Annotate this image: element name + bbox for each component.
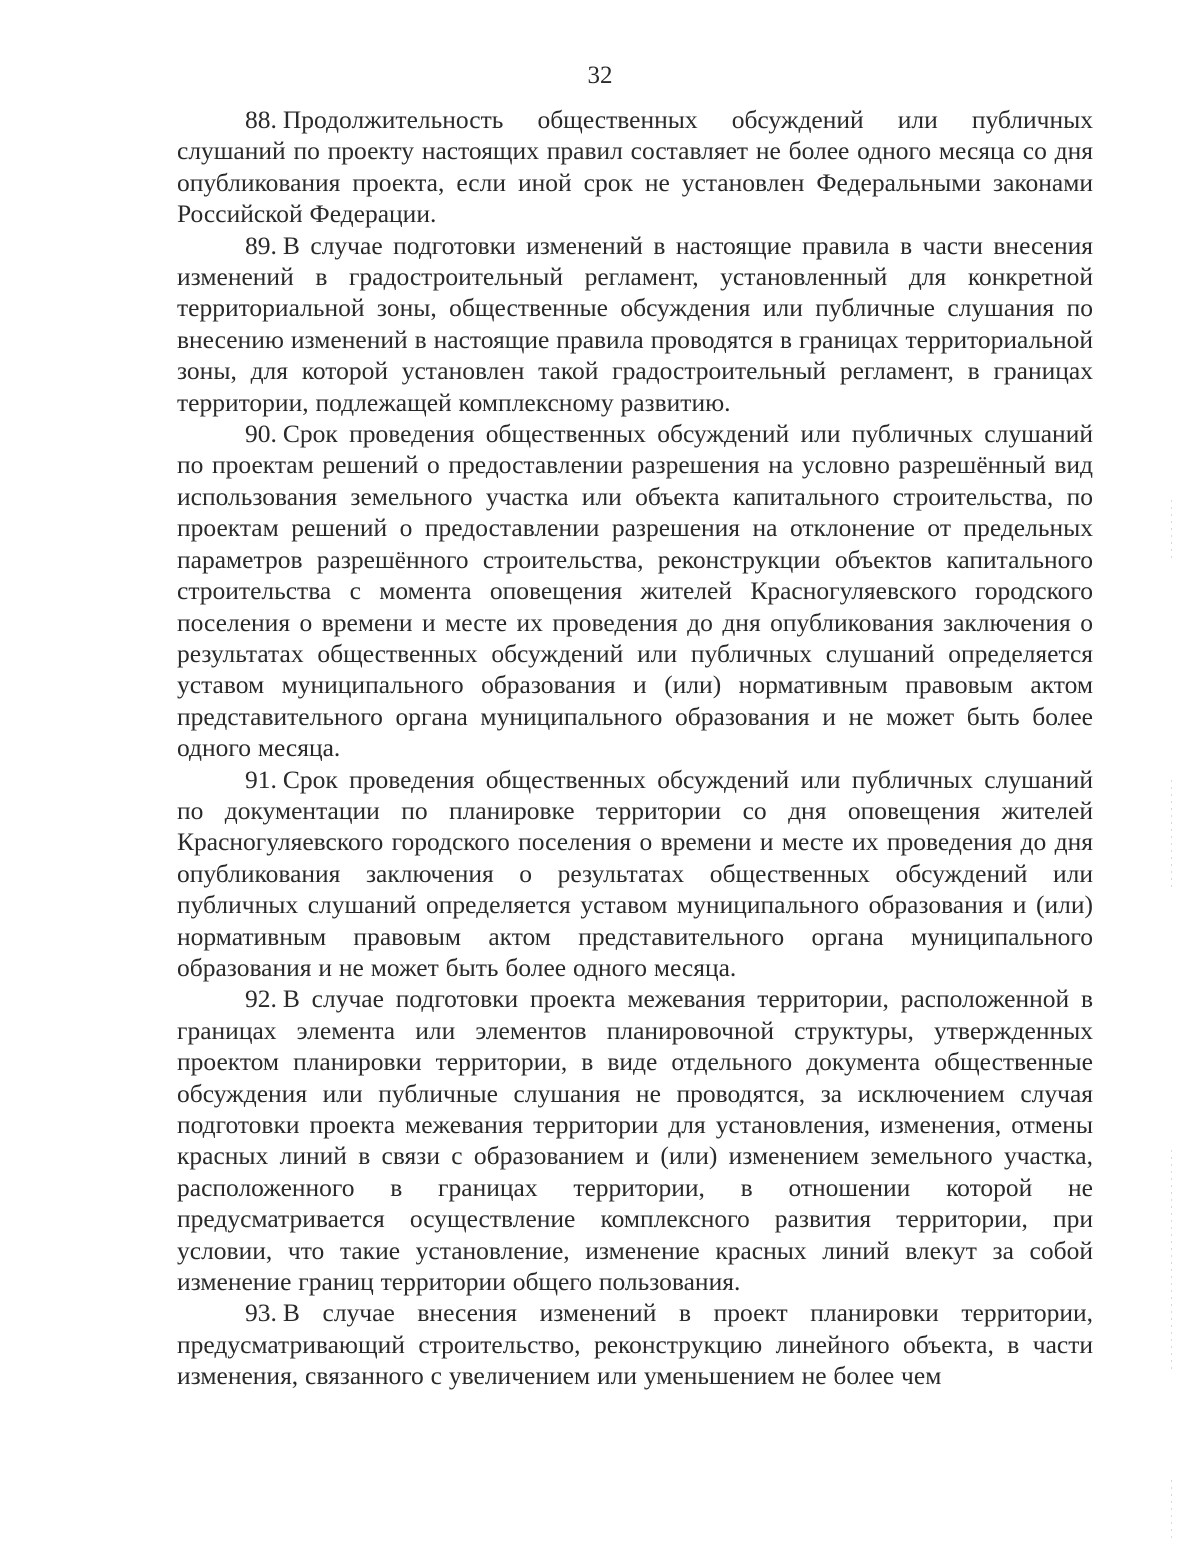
paragraph-number: 91.	[245, 764, 277, 794]
paragraph-number: 89.	[245, 230, 277, 260]
paragraph-number: 88.	[245, 105, 277, 134]
paragraph-number: 90.	[245, 419, 277, 449]
scan-artifact	[1171, 1150, 1172, 1370]
paragraph-text: В случае внесения изменений в проект планировки территории, предусматривающий строительство, реконструкцию линейного объекта, в части изменения, связанного с увеличением или уменьшением не более чем	[177, 1298, 1093, 1391]
paragraph-text: В случае подготовки изменений в настоящие правила в части внесения изменений в градостроительный регламент, установленный для конкретной территориальной зоны, общественные обсуждения или публичные слушания по внесению изменений в настоящие правила проводятся в границах территориальной зоны, для которой установлен такой градостроительный регламент, в границах территории, подлежащей комплексному развитию.	[177, 230, 1093, 417]
paragraph-90	[177, 418, 1093, 763]
paragraph-89	[177, 230, 1093, 418]
paragraph-91	[177, 764, 1093, 984]
page-number: 32	[587, 62, 613, 89]
paragraph-text: Срок проведения общественных обсуждений или публичных слушаний по документации по планировке территории со дня оповещения жителей Красногуляевского городского поселения о времени и месте их проведения до дня опубликования заключения о результатах общественных обсуждений или публичных слушаний определяется уставом муниципального образования и (или) нормативным правовым актом представительного органа муниципального образования и не может быть более одного месяца.	[177, 764, 1093, 982]
paragraph-number: 93.	[245, 1298, 277, 1328]
paragraph-88	[177, 104, 1093, 230]
scan-artifact	[1171, 780, 1172, 890]
paragraph-number: 92.	[245, 984, 277, 1014]
scan-artifact	[1171, 500, 1172, 560]
paragraph-text: В случае подготовки проекта межевания территории, расположенной в границах элемента или элементов планировочной структуры, утвержденных проектом планировки территории, в виде отдельного документа общественные обсуждения или публичные слушания не проводятся, за исключением случая подготовки проекта межевания территории для установления, изменения, отмены красных линий в связи с образованием и (или) изменением земельного участка, расположенного в границах территории, в отношении которой не предусматривается осуществление комплексного развития территории, при условии, что такие установление, изменение красных линий влекут за собой изменение границ территории общего пользования.	[177, 984, 1093, 1297]
paragraph-93	[177, 1297, 1093, 1391]
document-body	[177, 104, 1093, 1392]
paragraph-text: Продолжительность общественных обсуждений или публичных слушаний по проекту настоящих правил составляет не более одного месяца со дня опубликования проекта, если иной срок не установлен Федеральными законами Российской Федерации.	[177, 105, 1093, 229]
paragraph-92	[177, 983, 1093, 1297]
scan-artifact	[1171, 1480, 1172, 1540]
paragraph-text: Срок проведения общественных обсуждений или публичных слушаний по проектам решений о предоставлении разрешения на условно разрешённый вид использования земельного участка или объекта капитального строительства, по проектам решений о предоставлении разрешения на отклонение от предельных параметров разрешённого строительства, реконструкции объектов капитального строительства с момента оповещения жителей Красногуляевского городского поселения о времени и месте их проведения до дня опубликования заключения о результатах общественных обсуждений или публичных слушаний определяется уставом муниципального образования и (или) нормативным правовым актом представительного органа муниципального образования и не может быть более одного месяца.	[177, 419, 1093, 763]
